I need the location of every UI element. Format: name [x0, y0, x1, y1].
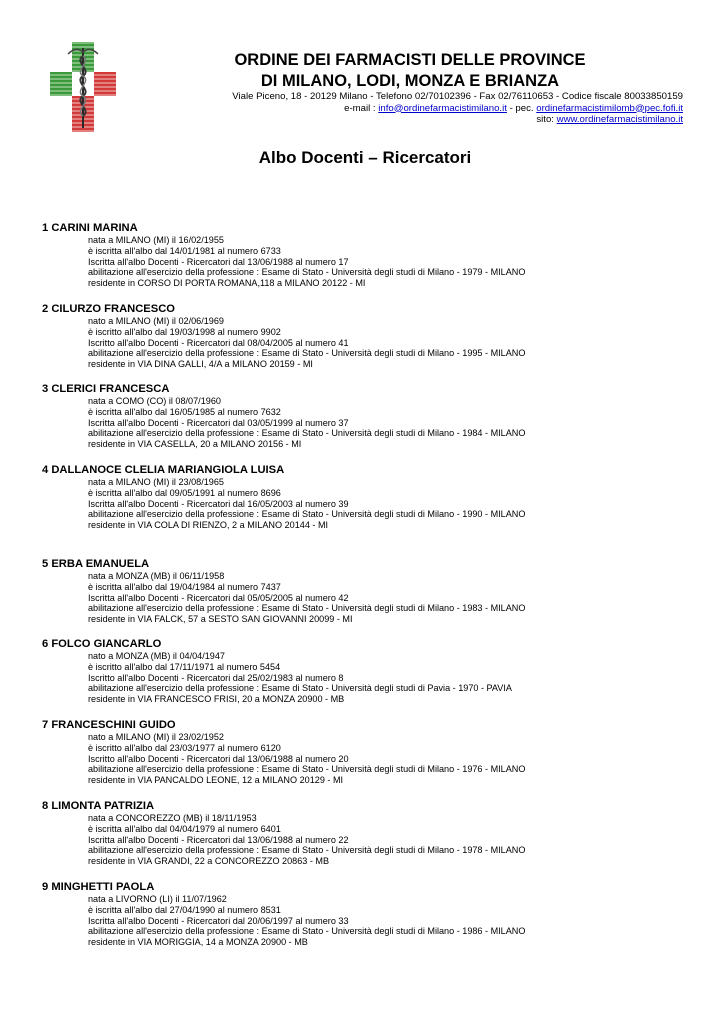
entry-details	[42, 651, 682, 705]
pec-link[interactable]: ordinefarmacistimilomb@pec.fofi.it	[536, 102, 683, 114]
entry-line: residente in VIA DINA GALLI, 4/A a MILANO 20159 - MI	[88, 359, 313, 370]
contact-block	[150, 91, 683, 126]
entry-heading: 6 FOLCO GIANCARLO	[42, 638, 162, 650]
entry-line: nato a MILANO (MI) il 02/06/1969	[88, 316, 224, 326]
logo-caduceus-cross-icon	[50, 42, 116, 132]
entry-line: è iscritto all'albo dal 17/11/1971 al numero 5454	[88, 661, 281, 672]
entry-line: Iscritta all'albo Docenti - Ricercatori dal 16/05/2003 al numero 39	[88, 498, 349, 509]
entry-details	[42, 235, 682, 289]
entry-details	[42, 477, 682, 531]
entry-line: residente in VIA GRANDI, 22 a CONCOREZZO 20863 - MB	[88, 856, 330, 867]
entry-line: abilitazione all'esercizio della professione : Esame di Stato - Università degli studi di Milano - 1986 - MILANO	[88, 926, 526, 937]
entry-line: abilitazione all'esercizio della professione : Esame di Stato - Università degli studi di Milano - 1990 - MILANO	[88, 509, 526, 520]
site-line	[150, 114, 683, 126]
letterhead	[150, 50, 670, 92]
entry-line: abilitazione all'esercizio della professione : Esame di Stato - Università degli studi di Pavia - 1970 - PAVIA	[88, 683, 512, 694]
entry-line: Iscritto all'albo Docenti - Ricercatori dal 13/06/1988 al numero 20	[88, 753, 349, 764]
address-line: Viale Piceno, 18 - 20129 Milano - Telefono 02/70102396 - Fax 02/76110653 - Codice fiscale 80033850159	[232, 91, 683, 102]
entry-heading: 7 FRANCESCHINI GUIDO	[42, 719, 176, 731]
entry-details	[42, 732, 682, 786]
entry-line: Iscritta all'albo Docenti - Ricercatori dal 13/06/1988 al numero 22	[88, 834, 349, 845]
entry-line: abilitazione all'esercizio della professione : Esame di Stato - Università degli studi di Milano - 1995 - MILANO	[88, 348, 526, 359]
entry-line: Iscritto all'albo Docenti - Ricercatori dal 08/04/2005 al numero 41	[88, 337, 349, 348]
site-prefix: sito:	[536, 114, 557, 125]
org-name-line-1: ORDINE DEI FARMACISTI DELLE PROVINCE	[234, 51, 586, 69]
email-link[interactable]: info@ordinefarmacistimilano.it	[378, 102, 507, 114]
org-name-line-2: DI MILANO, LODI, MONZA E BRIANZA	[260, 72, 560, 90]
list-item	[42, 880, 682, 948]
entry-line: nata a LIVORNO (LI) il 11/07/1962	[88, 894, 227, 904]
list-item	[42, 463, 682, 531]
email-line	[150, 103, 683, 115]
entry-line: Iscritta all'albo Docenti - Ricercatori dal 13/06/1988 al numero 17	[88, 256, 349, 267]
entry-line: nata a MILANO (MI) il 16/02/1955	[88, 235, 224, 245]
entry-details	[42, 316, 682, 370]
entry-line: è iscritta all'albo dal 16/05/1985 al numero 7632	[88, 406, 281, 417]
entry-line: nata a CONCOREZZO (MB) il 18/11/1953	[88, 813, 257, 823]
list-item	[42, 718, 682, 786]
entry-line: residente in VIA FALCK, 57 a SESTO SAN GIOVANNI 20099 - MI	[88, 614, 353, 625]
site-link[interactable]: www.ordinefarmacistimilano.it	[556, 114, 683, 125]
list-item	[42, 557, 682, 625]
page-title: Albo Docenti – Ricercatori	[258, 148, 472, 167]
entry-heading: 4 DALLANOCE CLELIA MARIANGIOLA LUISA	[42, 464, 285, 476]
entry-line: è iscritto all'albo dal 23/03/1977 al numero 6120	[88, 742, 281, 753]
entry-line: nato a MONZA (MB) il 04/04/1947	[88, 651, 225, 661]
list-item	[42, 799, 682, 867]
entry-line: è iscritta all'albo dal 14/01/1981 al numero 6733	[88, 245, 281, 256]
entry-line: Iscritto all'albo Docenti - Ricercatori dal 25/02/1983 al numero 8	[88, 672, 344, 683]
email-prefix: e-mail :	[344, 102, 379, 114]
list-item	[42, 221, 682, 289]
entry-line: è iscritta all'albo dal 04/04/1979 al numero 6401	[88, 823, 281, 834]
entry-line: Iscritta all'albo Docenti - Ricercatori dal 05/05/2005 al numero 42	[88, 592, 349, 603]
entry-details	[42, 894, 682, 948]
entry-line: residente in VIA PANCALDO LEONE, 12 a MILANO 20129 - MI	[88, 775, 344, 786]
entry-line: è iscritta all'albo dal 09/05/1991 al numero 8696	[88, 487, 281, 498]
entry-details	[42, 396, 682, 450]
entry-line: nata a MILANO (MI) il 23/08/1965	[88, 477, 224, 487]
entry-details	[42, 813, 682, 867]
entry-line: è iscritto all'albo dal 19/03/1998 al numero 9902	[88, 326, 281, 337]
entry-heading: 9 MINGHETTI PAOLA	[42, 881, 155, 893]
entry-line: residente in CORSO DI PORTA ROMANA,118 a MILANO 20122 - MI	[88, 278, 366, 289]
list-item	[42, 302, 682, 370]
entry-line: residente in VIA CASELLA, 20 a MILANO 20156 - MI	[88, 439, 302, 450]
entry-line: residente in VIA COLA DI RIENZO, 2 a MILANO 20144 - MI	[88, 520, 329, 531]
entry-line: residente in VIA MORIGGIA, 14 a MONZA 20900 - MB	[88, 937, 308, 948]
list-item	[42, 637, 682, 705]
entry-line: abilitazione all'esercizio della professione : Esame di Stato - Università degli studi di Milano - 1984 - MILANO	[88, 428, 526, 439]
entry-line: nata a COMO (CO) il 08/07/1960	[88, 396, 221, 406]
entry-line: Iscritta all'albo Docenti - Ricercatori dal 03/05/1999 al numero 37	[88, 417, 349, 428]
entry-line: nata a MONZA (MB) il 06/11/1958	[88, 571, 225, 581]
entry-heading: 8 LIMONTA PATRIZIA	[42, 800, 155, 812]
entry-line: abilitazione all'esercizio della professione : Esame di Stato - Università degli studi di Milano - 1978 - MILANO	[88, 845, 526, 856]
list-item	[42, 382, 682, 450]
entry-line: residente in VIA FRANCESCO FRISI, 20 a MONZA 20900 - MB	[88, 694, 345, 705]
entry-line: è iscritta all'albo dal 27/04/1990 al numero 8531	[88, 904, 281, 915]
entry-heading: 3 CLERICI FRANCESCA	[42, 383, 170, 395]
entry-line: è iscritta all'albo dal 19/04/1984 al numero 7437	[88, 581, 281, 592]
entry-line: nato a MILANO (MI) il 23/02/1952	[88, 732, 224, 742]
entry-heading: 1 CARINI MARINA	[42, 222, 138, 234]
entry-line: abilitazione all'esercizio della professione : Esame di Stato - Università degli studi di Milano - 1979 - MILANO	[88, 267, 526, 278]
pec-prefix: - pec.	[506, 102, 537, 114]
entry-heading: 2 CILURZO FRANCESCO	[42, 303, 176, 315]
entry-line: Iscritta all'albo Docenti - Ricercatori dal 20/06/1997 al numero 33	[88, 915, 349, 926]
entry-line: abilitazione all'esercizio della professione : Esame di Stato - Università degli studi di Milano - 1976 - MILANO	[88, 764, 526, 775]
entry-line: abilitazione all'esercizio della professione : Esame di Stato - Università degli studi di Milano - 1983 - MILANO	[88, 603, 526, 614]
entry-heading: 5 ERBA EMANUELA	[42, 558, 150, 570]
entry-details	[42, 571, 682, 625]
